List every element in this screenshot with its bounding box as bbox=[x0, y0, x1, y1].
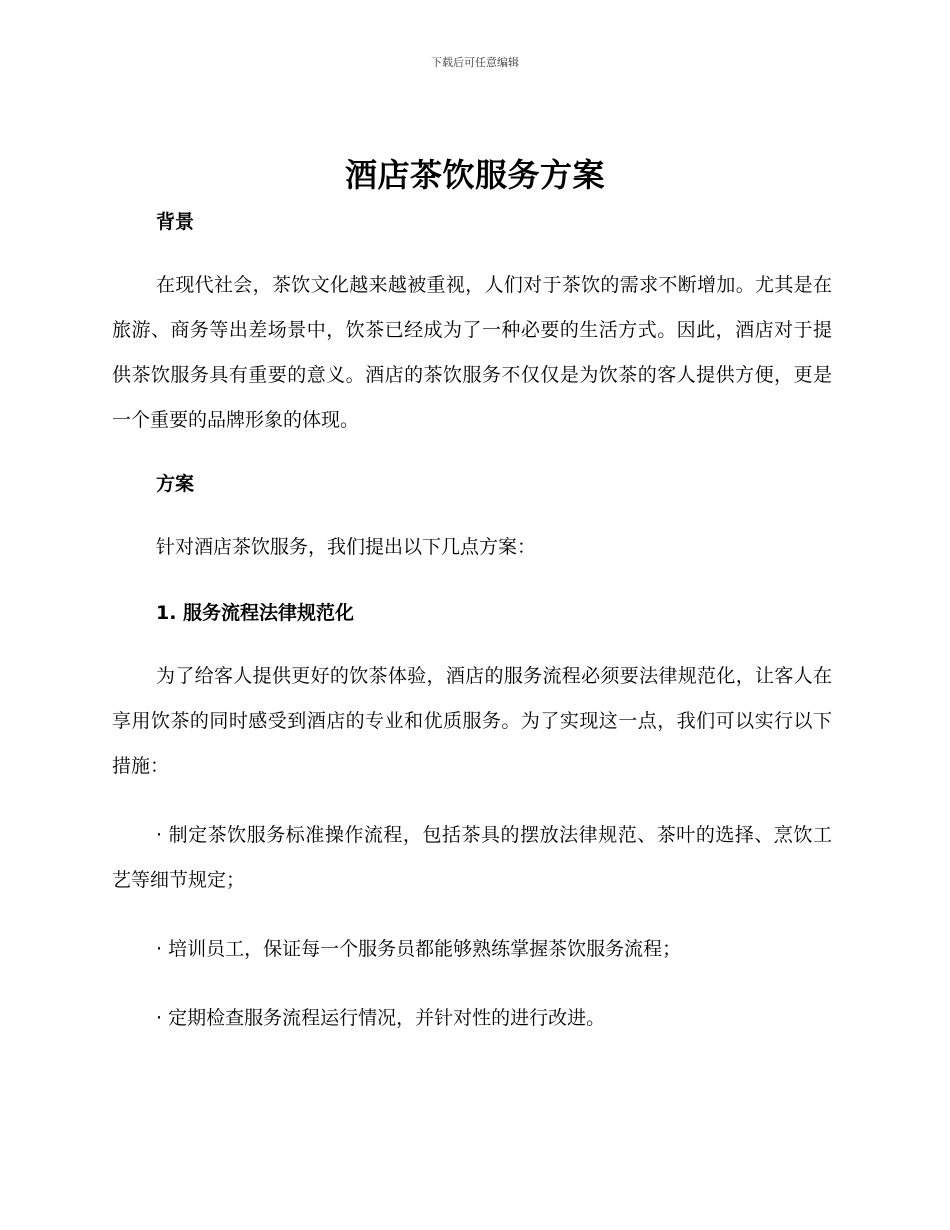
section-heading-background: 背景 bbox=[156, 211, 195, 233]
plan-intro-paragraph: 针对酒店茶饮服务，我们提出以下几点方案： bbox=[156, 536, 537, 558]
bullet-item: · 定期检查服务流程运行情况，并针对性的进行改进。 bbox=[156, 1007, 606, 1029]
document-body bbox=[112, 205, 832, 1041]
section-heading-plan: 方案 bbox=[156, 473, 195, 495]
document-title: 酒店茶饮服务方案 bbox=[344, 156, 605, 194]
item-heading-1: 1. 服务流程法律规范化 bbox=[156, 602, 355, 624]
item1-paragraph: 为了给客人提供更好的饮茶体验，酒店的服务流程必须要法律规范化，让客人在享用饮茶的同时感受到酒店的专业和优质服务。为了实现这一点，我们可以实行以下措施： bbox=[112, 665, 832, 777]
header-note: 下载后可任意编辑 bbox=[431, 56, 519, 69]
bullet-item: · 制定茶饮服务标准操作流程，包括茶具的摆放法律规范、茶叶的选择、烹饮工艺等细节规定； bbox=[112, 824, 832, 891]
bullet-item: · 培训员工，保证每一个服务员都能够熟练掌握茶饮服务流程； bbox=[156, 938, 682, 960]
background-paragraph: 在现代社会，茶饮文化越来越被重视，人们对于茶饮的需求不断增加。尤其是在旅游、商务等出差场景中，饮茶已经成为了一种必要的生活方式。因此，酒店对于提供茶饮服务具有重要的意义。酒店的茶饮服务不仅仅是为饮茶的客人提供方便，更是一个重要的品牌形象的体现。 bbox=[112, 274, 832, 431]
